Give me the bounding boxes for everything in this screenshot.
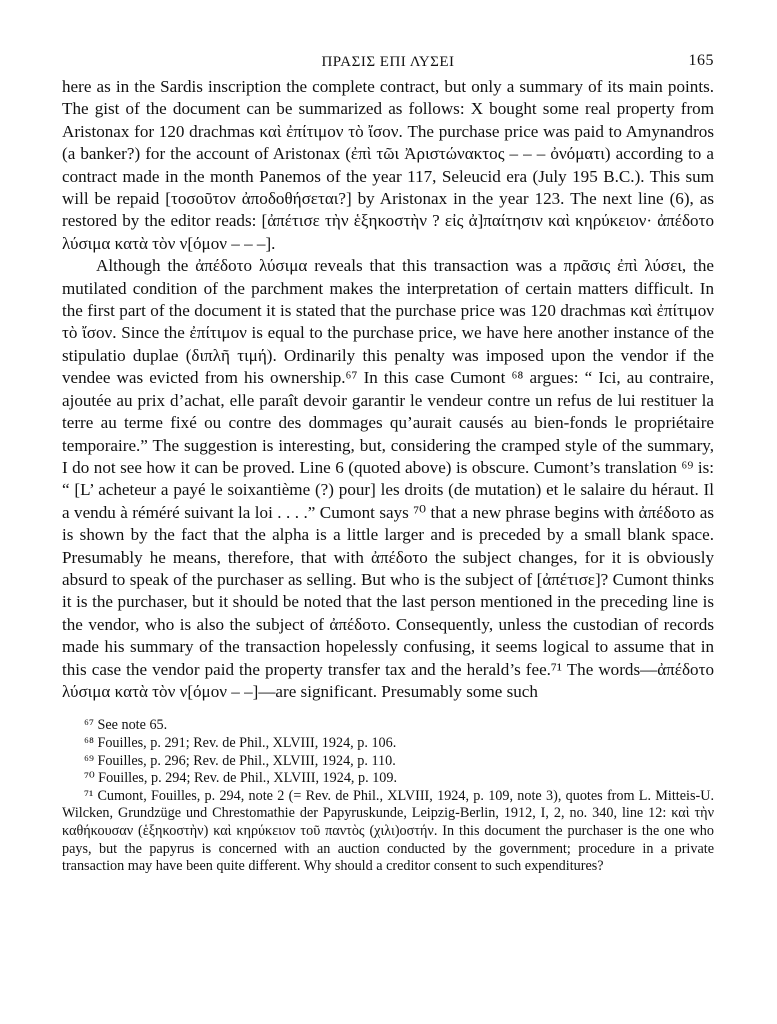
running-title: ΠΡΑΣΙΣ ΕΠΙ ΛΥΣΕΙ	[321, 54, 455, 70]
footnotes	[62, 717, 714, 875]
running-head	[62, 50, 714, 76]
page-number: 165	[688, 52, 714, 69]
footnote-69: ⁶⁹ Fouilles, p. 296; Rev. de Phil., XLVIII, 1924, p. 110.	[84, 752, 396, 769]
paragraph-main: Although the ἀπέδοτο λύσιμα reveals that this transaction was a πρᾶσις ἐπὶ λύσει, the mutilated condition of the parchment makes the interpretation of certain matters difficult. In the first part of the document it is stated that the purchase price was 120 drachmas καὶ ἐπίτιμον τὸ ἴσον. Since the ἐπίτιμον is equal to the purchase price, we have here another instance of the stipulatio duplae (διπλῆ τιμή). Ordinarily this penalty was imposed upon the vendor if the vendee was evicted from his ownership.⁶⁷ In this case Cumont ⁶⁸ argues: “ Ici, au contraire, ajoutée au prix d’achat, elle paraît devoir garantir le vendeur contre un refus de lui restituer la terre au terme fixé ou contre des dommages qu’aurait causés au bien-fonds le propriétaire temporaire.” The suggestion is interesting, but, considering the cramped style of the summary, I do not see how it can be proved. Line 6 (quoted above) is obscure. Cumont’s translation ⁶⁹ is: “ [L’ acheteur a payé le soixantième (?) pour] les droits (de mutation) et le salaire du héraut. Il a vendu à réméré suivant la loi . . . .” Cumont says ⁷⁰ that a new phrase begins with ἀπέδοτο as is shown by the fact that the alpha is a little larger and is preceded by a small blank space. Presumably he means, therefore, that with ἀπέδοτο the subject changes, for it is obviously absurd to speak of the purchaser as selling. But who is the subject of [ἀπέτισε]? Cumont thinks it is the purchaser, but it should be noted that the last person mentioned in the preceding line is the vendor, who is also the subject of ἀπέδοτο. Consequently, unless the custodian of records made his summary of the transaction hopelessly confusing, it seems logical to assume that in this case the vendor paid the property transfer tax and the herald’s fee.⁷¹ The words—ἀπέδοτο λύσιμα κατὰ τὸν ν[όμον – –]—are significant. Presumably some such	[62, 256, 714, 701]
paragraph-continued: here as in the Sardis inscription the complete contract, but only a summary of its main points. The gist of the document can be summarized as follows: X bought some real property from Aristonax for 120 drachmas καὶ ἐπίτιμον τὸ ἴσον. The purchase price was paid to Amynandros (a banker?) for the account of Aristonax (ἐπὶ τῶι Ἀριστώνακτος – – – ὀνόματι) according to a contract made in the month Panemos of the year 117, Seleucid era (July 195 B.C.). This sum will be repaid [τοσοῦτον ἀποδοθήσεται?] by Aristonax in the year 123. The next line (6), as restored by the editor reads: [ἀπέτισε τὴν ἑξηκοστὴν ? εἰς ἀ]παίτησιν καὶ κηρύκειον· ἀπέδοτο λύσιμα κατὰ τὸν ν[όμον – – –].	[62, 77, 714, 253]
footnote-67: ⁶⁷ See note 65.	[84, 717, 168, 734]
footnote-71: ⁷¹ Cumont, Fouilles, p. 294, note 2 (= Rev. de Phil., XLVIII, 1924, p. 109, note 3), quotes from L. Mitteis-U. Wilcken, Grundzüge und Chrestomathie der Papyruskunde, Leipzig-Berlin, 1912, I, 2, no. 340, line 12: καὶ τὴν καθήκουσαν (ἑξηκοστὴν) καὶ κηρύκειον τοῦ παντὸς (χιλι)οστήν. In this document the purchaser is the one who pays, but the papyrus is concerned with an auction conducted by the government; procedure in a private transaction may have been quite different. Why should a creditor consent to such expenditures?	[62, 787, 714, 875]
footnote-68: ⁶⁸ Fouilles, p. 291; Rev. de Phil., XLVIII, 1924, p. 106.	[84, 734, 397, 751]
footnote-70: ⁷⁰ Fouilles, p. 294; Rev. de Phil., XLVIII, 1924, p. 109.	[84, 770, 398, 787]
page	[62, 50, 714, 876]
body-text	[62, 76, 714, 703]
